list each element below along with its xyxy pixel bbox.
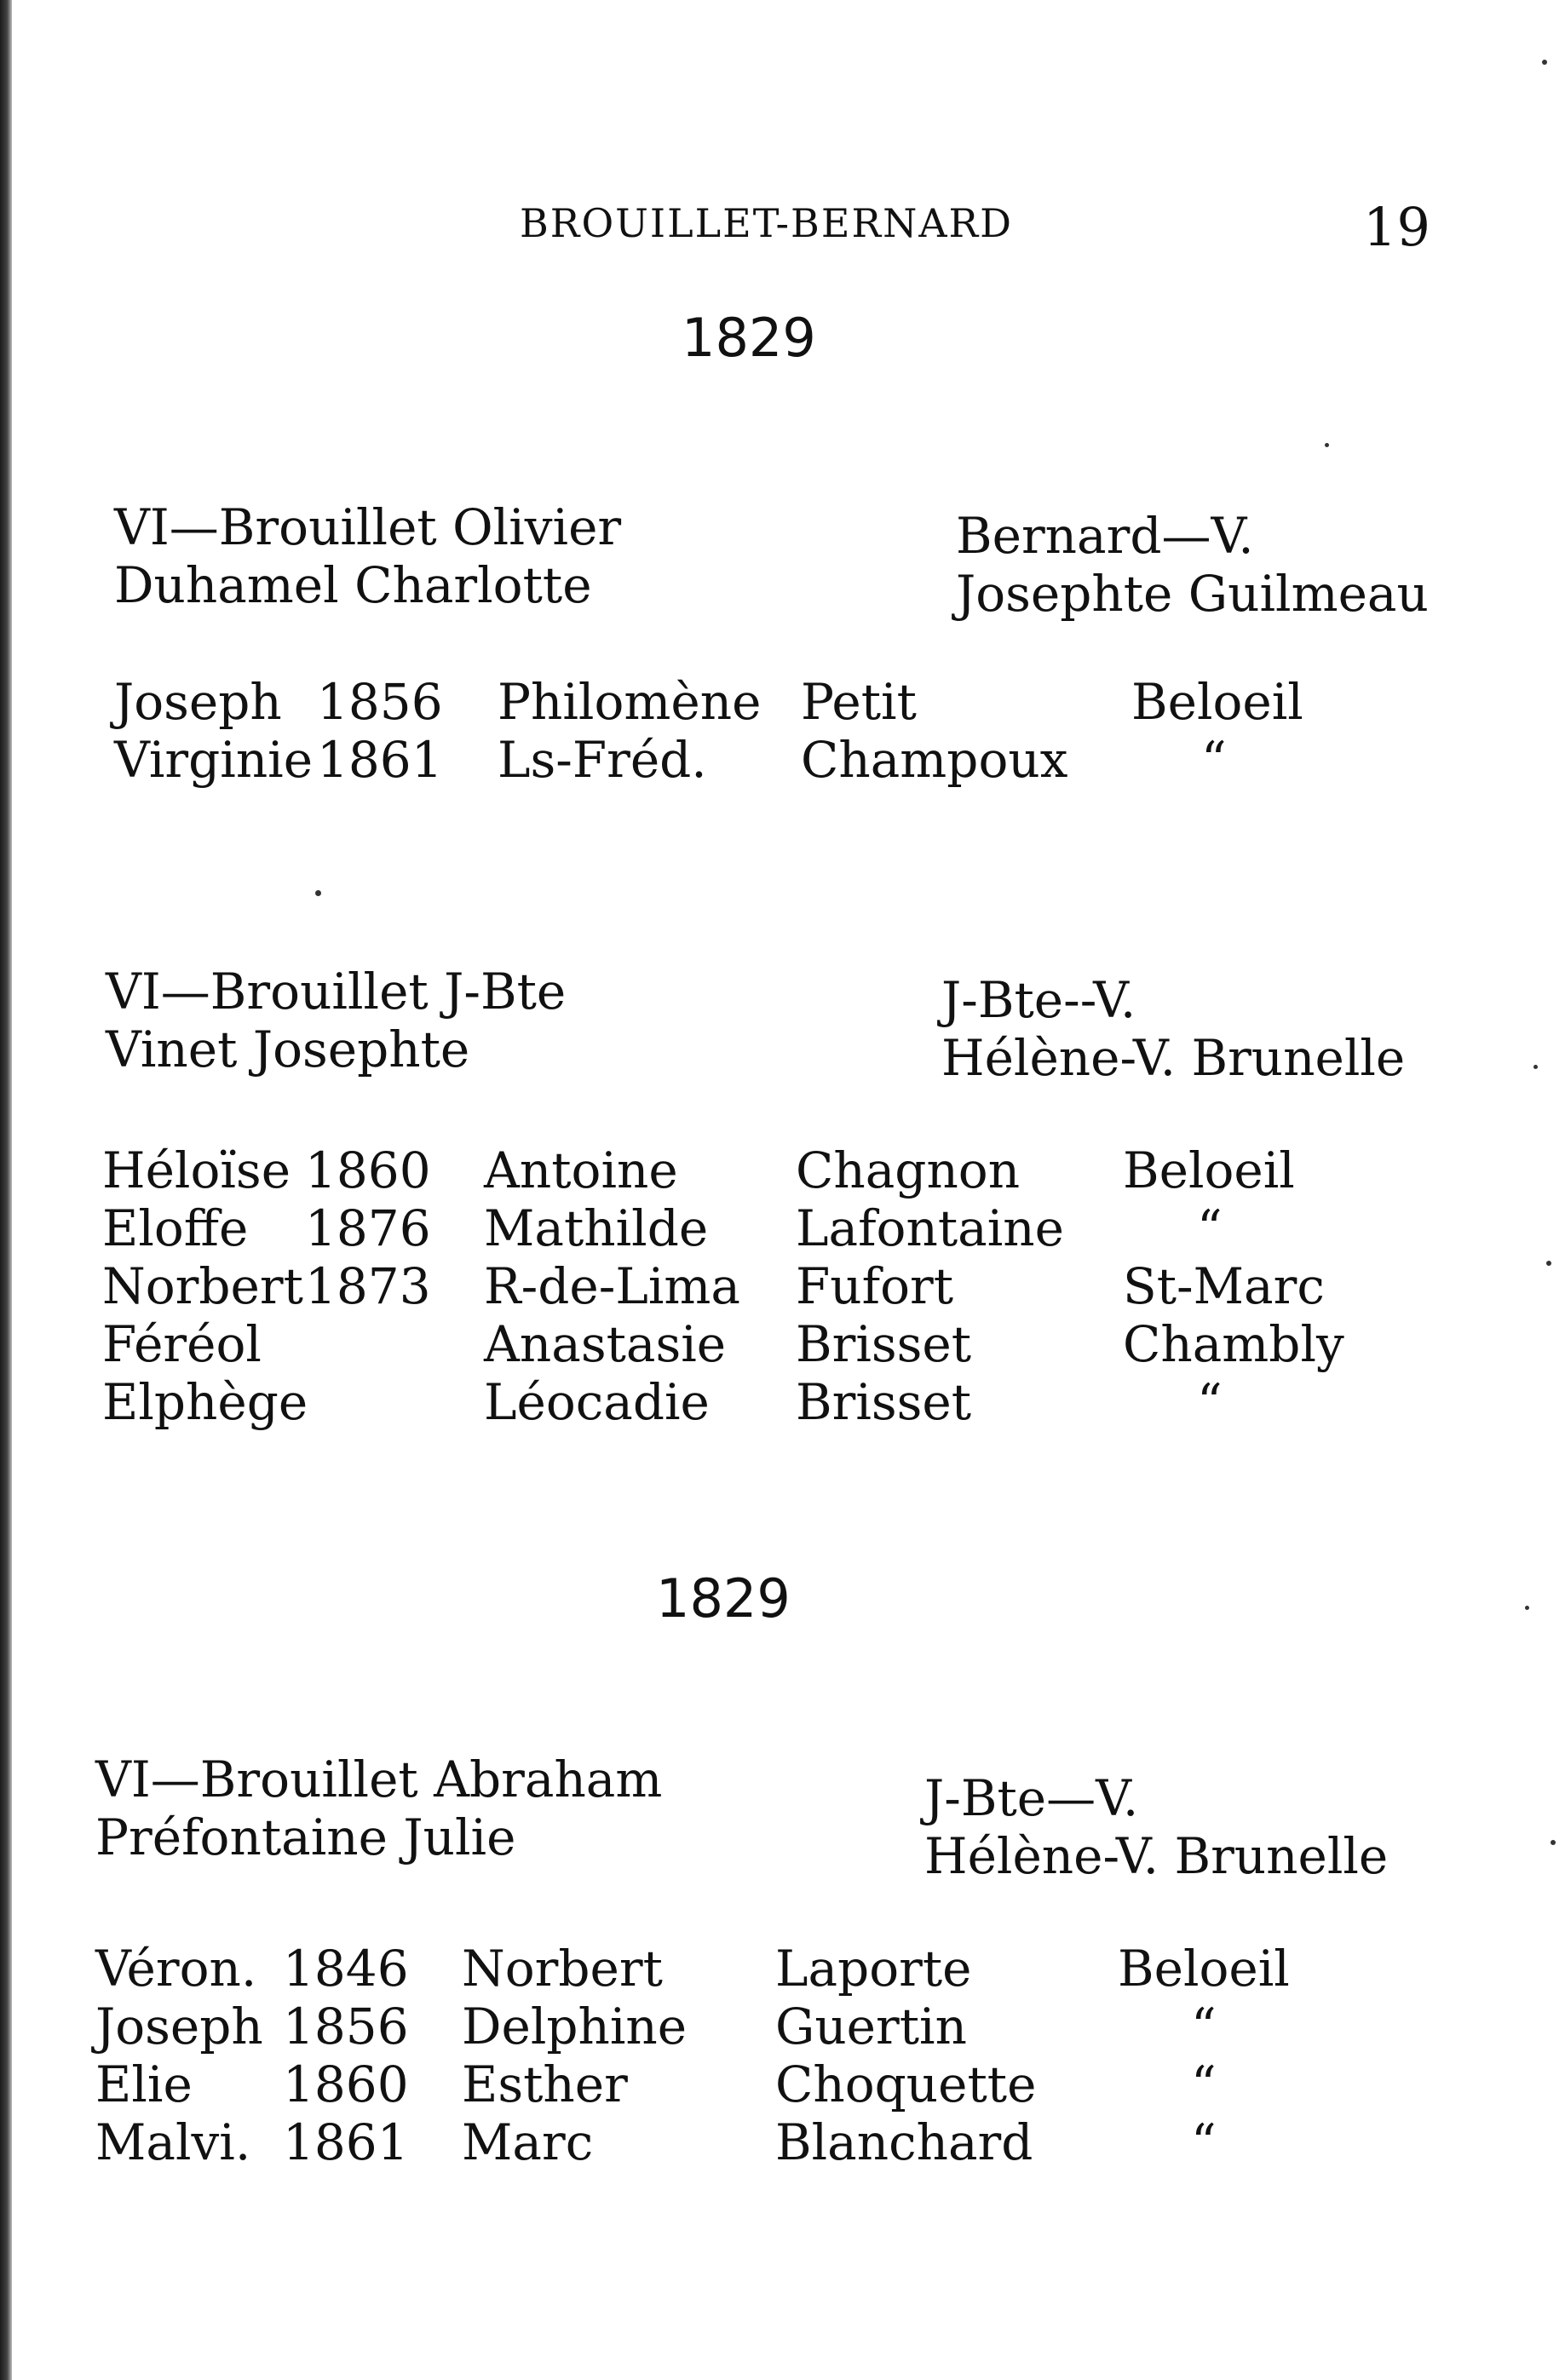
husband-parents: J-Bte--V. bbox=[941, 971, 1136, 1029]
marriage-place: “ bbox=[1191, 2113, 1217, 2171]
scan-speck bbox=[315, 890, 321, 896]
marriage-place: “ bbox=[1191, 2055, 1217, 2113]
child-row bbox=[94, 1199, 1440, 1259]
spouse-last-name: Lafontaine bbox=[796, 1199, 1064, 1257]
child-row bbox=[94, 1940, 1440, 1999]
child-row bbox=[94, 731, 1440, 790]
spouse-first-name: Esther bbox=[462, 2055, 628, 2113]
marriage-place: “ bbox=[1197, 1199, 1223, 1257]
wife-name: Duhamel Charlotte bbox=[114, 556, 592, 614]
marriage-year: 1860 bbox=[283, 2055, 409, 2113]
spouse-last-name: Champoux bbox=[801, 731, 1068, 789]
spouse-first-name: Léocadie bbox=[484, 1373, 710, 1431]
child-name: Véron. bbox=[95, 1940, 257, 1998]
wife-parents: Hélène-V. Brunelle bbox=[941, 1029, 1406, 1087]
child-name: Héloïse bbox=[102, 1141, 291, 1199]
marriage-place: Beloeil bbox=[1118, 1940, 1290, 1998]
spouse-last-name: Chagnon bbox=[796, 1141, 1021, 1199]
child-name: Joseph bbox=[114, 673, 282, 731]
marriage-year: 1873 bbox=[305, 1257, 431, 1315]
spouse-last-name: Laporte bbox=[775, 1940, 972, 1998]
spouse-last-name: Fufort bbox=[796, 1257, 954, 1315]
wife-name: Vinet Josephte bbox=[106, 1020, 470, 1078]
marriage-year: 1856 bbox=[317, 673, 443, 731]
spouse-last-name: Brisset bbox=[796, 1373, 972, 1431]
spouse-first-name: Norbert bbox=[462, 1940, 663, 1998]
spouse-first-name: Delphine bbox=[462, 1998, 688, 2055]
child-row bbox=[94, 673, 1440, 733]
marriage-place: “ bbox=[1201, 731, 1227, 789]
marriage-place: “ bbox=[1197, 1373, 1223, 1431]
scan-speck bbox=[1325, 443, 1329, 447]
scan-speck bbox=[1551, 1840, 1556, 1845]
wife-parents: Hélène-V. Brunelle bbox=[924, 1827, 1389, 1885]
scan-speck bbox=[1546, 1261, 1551, 1266]
spouse-last-name: Petit bbox=[801, 673, 917, 731]
child-row bbox=[94, 1315, 1440, 1375]
marriage-year: 1856 bbox=[283, 1998, 409, 2055]
spouse-last-name: Choquette bbox=[775, 2055, 1037, 2113]
spouse-last-name: Brisset bbox=[796, 1315, 972, 1373]
marriage-year: 1876 bbox=[305, 1199, 431, 1257]
marriage-place: Beloeil bbox=[1131, 673, 1303, 731]
spouse-first-name: Marc bbox=[462, 2113, 594, 2171]
marriage-year: 1860 bbox=[305, 1141, 431, 1199]
spouse-first-name: Antoine bbox=[484, 1141, 678, 1199]
child-name: Eloffe bbox=[102, 1199, 249, 1257]
husband-name: VI—Brouillet Olivier bbox=[114, 498, 622, 556]
spouse-first-name: Anastasie bbox=[484, 1315, 727, 1373]
scan-speck bbox=[1525, 1606, 1529, 1610]
wife-name: Préfontaine Julie bbox=[95, 1808, 516, 1866]
marriage-place: Chambly bbox=[1123, 1315, 1344, 1373]
child-row bbox=[94, 1141, 1440, 1201]
husband-name: VI—Brouillet Abraham bbox=[95, 1751, 663, 1808]
running-head: BROUILLET-BERNARD bbox=[520, 200, 1014, 246]
child-row bbox=[94, 1257, 1440, 1317]
scan-speck bbox=[1533, 1065, 1538, 1069]
child-name: Virginie bbox=[114, 731, 314, 789]
wife-parents: Josephte Guilmeau bbox=[956, 565, 1429, 623]
scan-speck bbox=[1542, 60, 1547, 65]
child-name: Elphège bbox=[102, 1373, 308, 1431]
marriage-year: 1861 bbox=[283, 2113, 409, 2171]
section-year: 1829 bbox=[682, 307, 816, 369]
husband-parents: Bernard—V. bbox=[956, 507, 1254, 565]
child-row bbox=[94, 2113, 1440, 2173]
marriage-place: “ bbox=[1191, 1998, 1217, 2055]
spouse-last-name: Blanchard bbox=[775, 2113, 1033, 2171]
child-name: Elie bbox=[95, 2055, 193, 2113]
book-spine-edge bbox=[0, 0, 12, 2380]
marriage-place: St-Marc bbox=[1123, 1257, 1325, 1315]
husband-name: VI—Brouillet J-Bte bbox=[106, 963, 567, 1020]
marriage-year: 1846 bbox=[283, 1940, 409, 1998]
child-name: Joseph bbox=[95, 1998, 263, 2055]
spouse-first-name: Ls-Fréd. bbox=[498, 731, 707, 789]
child-name: Norbert bbox=[102, 1257, 303, 1315]
marriage-place: Beloeil bbox=[1123, 1141, 1295, 1199]
marriage-year: 1861 bbox=[317, 731, 443, 789]
child-row bbox=[94, 2055, 1440, 2115]
child-name: Malvi. bbox=[95, 2113, 251, 2171]
child-row bbox=[94, 1373, 1440, 1433]
spouse-first-name: Mathilde bbox=[484, 1199, 709, 1257]
spouse-first-name: Philomène bbox=[498, 673, 762, 731]
husband-parents: J-Bte—V. bbox=[924, 1769, 1139, 1827]
child-name: Féréol bbox=[102, 1315, 262, 1373]
spouse-first-name: R-de-Lima bbox=[484, 1257, 740, 1315]
section-year: 1829 bbox=[656, 1567, 791, 1630]
spouse-last-name: Guertin bbox=[775, 1998, 967, 2055]
child-row bbox=[94, 1998, 1440, 2057]
page-number: 19 bbox=[1363, 196, 1430, 258]
